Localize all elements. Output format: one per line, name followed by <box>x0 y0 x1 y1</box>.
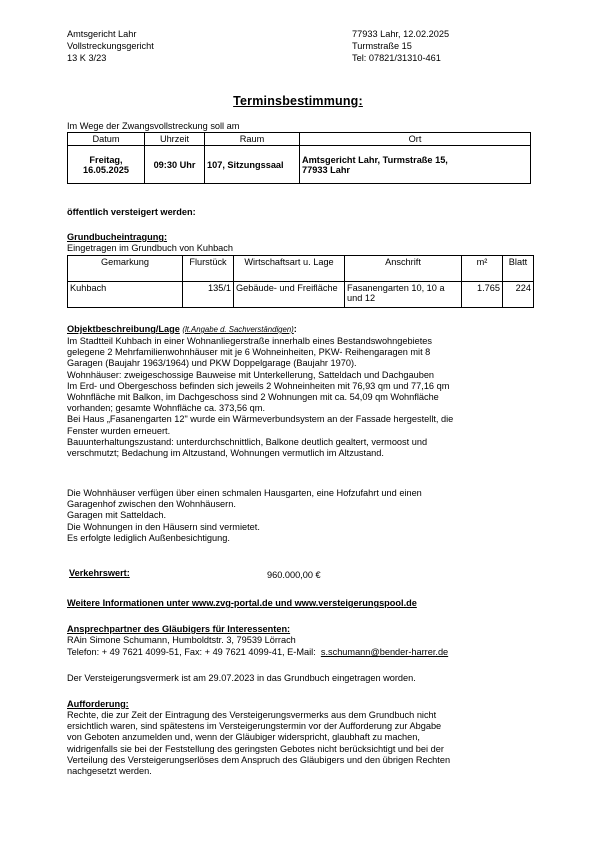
place-date: 77933 Lahr, 12.02.2025 <box>352 29 450 39</box>
aufforderung-line: Verteilung des Versteigerungserlöses dem Anspruch des Gläubigers und den übrigen Rechten <box>67 754 451 765</box>
termin-uhrzeit: 09:30 Uhr <box>145 146 205 184</box>
aufforderung-line: von Geboten anzumelden und, wenn der Gläubiger widerspricht, glaubhaft zu machen, <box>67 732 420 743</box>
cell-blatt: 224 <box>503 282 534 308</box>
verkehrswert-value: 960.000,00 € <box>267 570 321 580</box>
objekt-heading-note: (lt.Angabe d. Sachverständigen) <box>182 325 294 334</box>
termin-ort-line2: 77933 Lahr <box>302 164 351 175</box>
grundbuch-table-header <box>68 256 534 282</box>
aufforderung-line: Rechte, die zur Zeit der Eintragung des Versteigerungsvermerks aus dem Grundbuch nicht <box>67 710 437 720</box>
objekt-line: Die Wohnungen in den Häusern sind vermietet. <box>67 521 260 532</box>
termin-date: 16.05.2025 <box>83 164 129 175</box>
termin-raum: 107, Sitzungssaal <box>205 146 300 184</box>
objekt-heading-colon: : <box>293 324 297 334</box>
cell-m2: 1.765 <box>462 282 503 308</box>
aufforderung-text <box>67 710 532 777</box>
objekt-line: Wohnhäuser: zweigeschossige Bauweise mit Unterkellerung, Satteldach und Dachgauben <box>67 369 435 380</box>
table-row <box>68 282 534 308</box>
objekt-line: Bei Haus „Fasanengarten 12" wurde ein Wärmeverbundsystem an der Fassade hergestellt, die <box>67 414 454 425</box>
objekt-line: Im Erd- und Obergeschoss befinden sich jeweils 2 Wohneinheiten mit 76,93 qm und 77,16 qm <box>67 380 450 391</box>
versteigert-text: öffentlich versteigert werden: <box>67 207 196 217</box>
termin-ort-line1: Amtsgericht Lahr, Turmstraße 15, <box>302 154 448 165</box>
grundbuch-table <box>67 255 534 308</box>
vermerk-text: Der Versteigerungsvermerk ist am 29.07.2023 in das Grundbuch eingetragen worden. <box>67 673 416 683</box>
objekt-line: Garagen mit Satteldach. <box>67 510 167 521</box>
ansprechpartner-contact <box>67 647 448 658</box>
document-title: Terminsbestimmung: <box>233 94 363 108</box>
col-header-datum: Datum <box>68 133 145 146</box>
objekt-line: Fenster wurden erneuert. <box>67 425 171 436</box>
objekt-line: verschmutzt; Bedachung im Altzustand, Wohnungen vermutlich im Altzustand. <box>67 448 384 459</box>
email-link[interactable]: s.schumann@bender-harrer.de <box>320 647 449 657</box>
col-header-ort: Ort <box>300 133 531 146</box>
ansprechpartner-address: RAin Simone Schumann, Humboldtstr. 3, 79539 Lörrach <box>67 635 296 645</box>
court-street: Turmstraße 15 <box>352 41 412 51</box>
objekt-line: Wohnfläche mit Balkon, im Dachgeschoss sind 2 Wohnungen mit ca. 54,09 qm Wohnfläche <box>67 392 439 403</box>
court-department: Vollstreckungsgericht <box>67 41 154 51</box>
objekt-paragraph-1 <box>67 336 532 459</box>
objekt-line: Im Stadtteil Kuhbach in einer Wohnanliegerstraße innerhalb eines Bestandswohngebietes <box>67 336 433 346</box>
col-header-blatt: Blatt <box>503 256 534 282</box>
termin-table-header <box>68 133 531 146</box>
objekt-line: vorhanden; gesamte Wohnfläche ca. 373,56 qm. <box>67 403 265 414</box>
table-row <box>68 146 531 184</box>
ansprechpartner-heading: Ansprechpartner des Gläubigers für Interessenten: <box>67 624 291 634</box>
objekt-paragraph-2 <box>67 488 532 544</box>
col-header-flurstueck: Flurstück <box>183 256 234 282</box>
termin-table <box>67 132 531 184</box>
court-phone: Tel: 07821/31310-461 <box>352 53 441 63</box>
objekt-line: gelegene 2 Mehrfamilienwohnhäuser mit je 6 Wohneinheiten, PKW- Reihengaragen mit 8 <box>67 347 431 358</box>
objekt-line: Die Wohnhäuser verfügen über einen schmalen Hausgarten, eine Hofzufahrt und einen <box>67 488 422 498</box>
termin-ort <box>300 146 531 184</box>
aufforderung-line: ersichtlich waren, sind spätestens im Versteigerungstermin vor der Aufforderung zur Abgabe <box>67 721 442 732</box>
verkehrswert-label: Verkehrswert: <box>69 568 130 578</box>
weitere-info: Weitere Informationen unter www.zvg-portal.de und www.versteigerungspool.de <box>67 598 417 608</box>
cell-anschrift: Fasanengarten 10, 10 a und 12 <box>345 282 462 308</box>
case-number: 13 K 3/23 <box>67 53 107 63</box>
col-header-raum: Raum <box>205 133 300 146</box>
cell-gemarkung: Kuhbach <box>68 282 183 308</box>
col-header-anschrift: Anschrift <box>345 256 462 282</box>
objekt-line: Es erfolgte lediglich Außenbesichtigung. <box>67 532 230 543</box>
termin-weekday: Freitag, <box>89 154 123 165</box>
col-header-uhrzeit: Uhrzeit <box>145 133 205 146</box>
cell-flurstueck: 135/1 <box>183 282 234 308</box>
aufforderung-heading: Aufforderung: <box>67 699 129 709</box>
termin-datum <box>68 146 145 184</box>
col-header-wirtschaftsart: Wirtschaftsart u. Lage <box>234 256 345 282</box>
cell-wirtschaftsart: Gebäude- und Freifläche <box>234 282 345 308</box>
contact-phone-fax: Telefon: + 49 7621 4099-51, Fax: + 49 7621 4099-41, E-Mail: <box>67 647 316 657</box>
objekt-line: Garagenhof zwischen den Wohnhäusern. <box>67 499 236 510</box>
objekt-heading-text: Objektbeschreibung/Lage <box>67 324 180 334</box>
objekt-heading <box>67 324 297 335</box>
col-header-gemarkung: Gemarkung <box>68 256 183 282</box>
aufforderung-line: nachgesetzt werden. <box>67 766 152 777</box>
intro-text: Im Wege der Zwangsvollstreckung soll am <box>67 121 240 131</box>
objekt-line: Garagen (Baujahr 1963/1964) und PKW Doppelgarage (Baujahr 1970). <box>67 358 357 369</box>
court-name: Amtsgericht Lahr <box>67 29 137 39</box>
col-header-m2: m² <box>462 256 503 282</box>
aufforderung-line: widrigenfalls sie bei der Feststellung des geringsten Gebotes nicht berücksichtigt und bei der <box>67 743 444 754</box>
grundbuch-subline: Eingetragen im Grundbuch von Kuhbach <box>67 243 233 253</box>
objekt-line: Bauunterhaltungszustand: unterdurchschnittlich, Balkone deutlich gealtert, vermoost und <box>67 436 428 447</box>
grundbuch-heading: Grundbucheintragung: <box>67 232 168 242</box>
